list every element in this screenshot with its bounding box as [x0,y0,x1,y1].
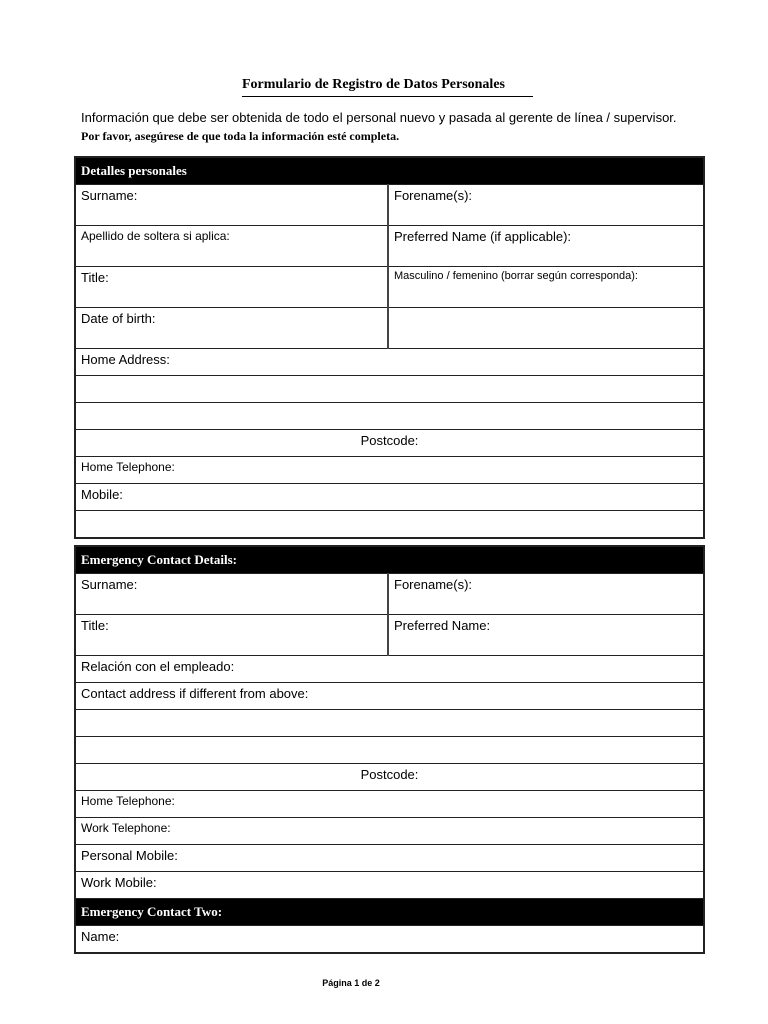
page-number: Página 1 de 2 [322,978,380,988]
home-address-line-2[interactable] [75,376,704,403]
page-footer [0,978,768,988]
home-telephone-field[interactable]: Home Telephone: [75,457,704,484]
title-field[interactable]: Title: [75,267,388,308]
personal-details-table [74,156,705,539]
ec-work-telephone-field[interactable]: Work Telephone: [75,818,704,845]
ec-address-line-3[interactable] [75,737,704,764]
mobile-blank-line[interactable] [75,511,704,538]
completion-note: Por favor, asegúrese de que toda la información esté completa. [81,129,400,143]
mobile-field[interactable]: Mobile: [75,484,704,511]
ec-title-field[interactable]: Title: [75,615,388,656]
emergency-contact-heading: Emergency Contact Details: [75,546,704,574]
emergency-contact-two-heading: Emergency Contact Two: [75,899,704,926]
forenames-field[interactable]: Forename(s): [388,185,704,226]
ec-personal-mobile-field[interactable]: Personal Mobile: [75,845,704,872]
dob-field[interactable]: Date of birth: [75,308,388,349]
preferred-name-field[interactable]: Preferred Name (if applicable): [388,226,704,267]
ec-surname-field[interactable]: Surname: [75,574,388,615]
ec-forenames-field[interactable]: Forename(s): [388,574,704,615]
emergency-contact-table [74,545,705,954]
personal-details-heading: Detalles personales [75,157,704,185]
ec-postcode-field[interactable]: Postcode: [75,764,704,791]
intro-text: Información que debe ser obtenida de todo el personal nuevo y pasada al gerente de línea / supervisor. [81,110,677,125]
gender-field[interactable]: Masculino / femenino (borrar según corresponda): [388,267,704,308]
maiden-name-field[interactable]: Apellido de soltera si aplica: [75,226,388,267]
ec-relation-field[interactable]: Relación con el empleado: [75,656,704,683]
ec-contact-address-field[interactable]: Contact address if different from above: [75,683,704,710]
ec2-name-field[interactable]: Name: [75,926,704,953]
ec-home-telephone-field[interactable]: Home Telephone: [75,791,704,818]
postcode-field[interactable]: Postcode: [75,430,704,457]
title-underline [242,96,533,97]
form-title: Formulario de Registro de Datos Personales [242,77,505,92]
home-address-field[interactable]: Home Address: [75,349,704,376]
ec-address-line-2[interactable] [75,710,704,737]
ec-work-mobile-field[interactable]: Work Mobile: [75,872,704,899]
ec-preferred-name-field[interactable]: Preferred Name: [388,615,704,656]
home-address-line-3[interactable] [75,403,704,430]
surname-field[interactable]: Surname: [75,185,388,226]
dob-blank-field[interactable] [388,308,704,349]
